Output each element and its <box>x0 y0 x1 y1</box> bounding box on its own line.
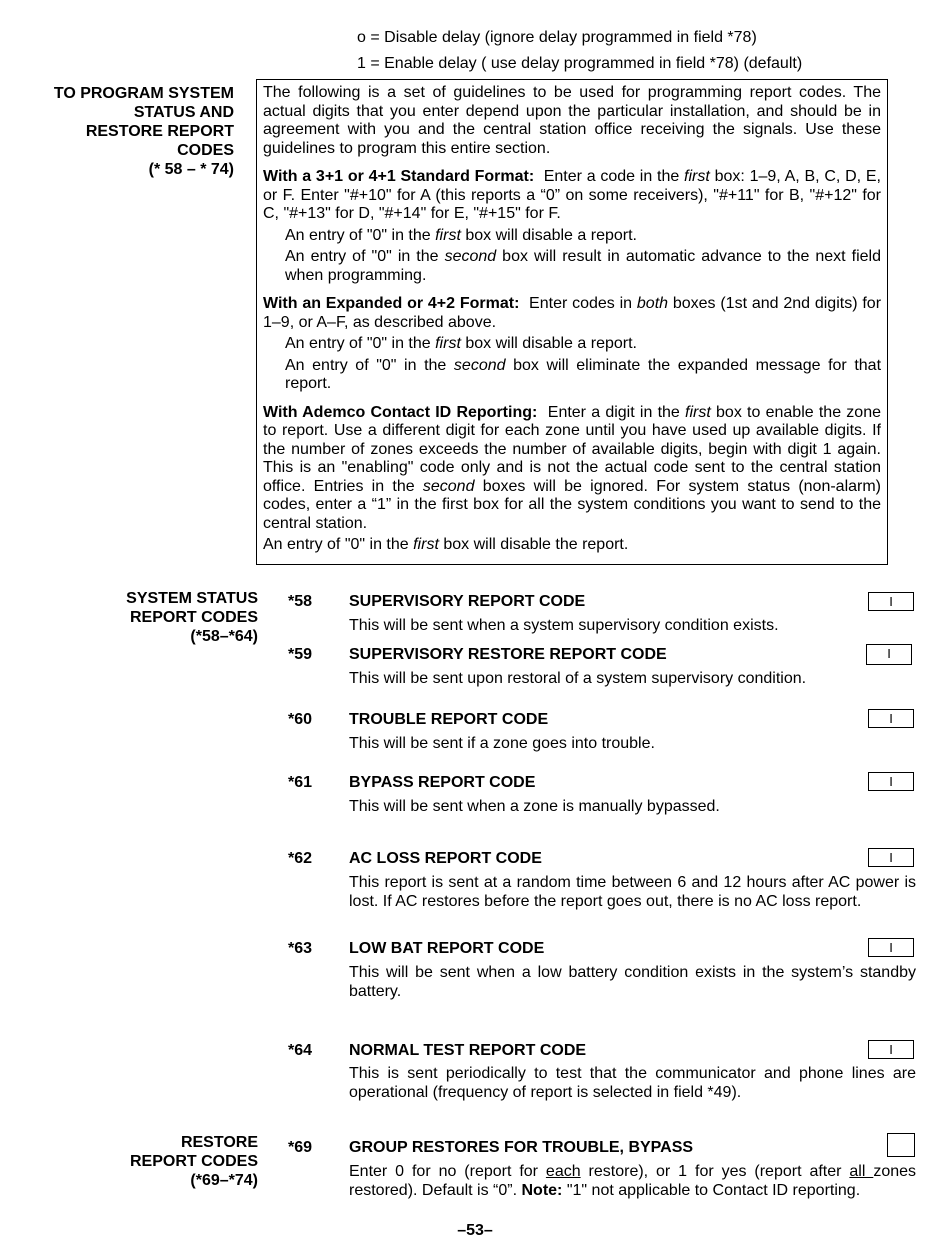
report-code-box[interactable]: I <box>868 592 914 611</box>
field-description: This is sent periodically to test that the communicator and phone lines are operational (frequency of report is selected in field *49). <box>349 1065 916 1101</box>
section-heading-line: REPORT CODES <box>129 1153 258 1170</box>
field-title: NORMAL TEST REPORT CODE <box>349 1042 587 1059</box>
text: zones restored). Default is “0”. <box>349 1163 917 1199</box>
page-number: –53– <box>457 1222 493 1239</box>
report-code-box[interactable]: I <box>868 938 914 957</box>
contact-id-paragraph <box>263 404 881 534</box>
text: restore), or 1 for yes (report after <box>580 1163 850 1180</box>
field-number: *60 <box>288 711 313 728</box>
section-heading-range: (* 58 – * 74) <box>148 161 234 178</box>
field-number: *64 <box>288 1042 313 1059</box>
field-title: BYPASS REPORT CODE <box>349 774 536 791</box>
section-heading-line: TO PROGRAM SYSTEM <box>53 85 234 102</box>
text: box will result in automatic advance to the next field when programming. <box>285 248 881 284</box>
standard-first-box-note <box>285 227 881 246</box>
section-heading-system-status <box>20 589 258 646</box>
text: box will disable a report. <box>460 226 637 244</box>
report-code-box[interactable]: I <box>866 644 912 665</box>
contact-id-final-note <box>263 536 881 555</box>
text: Enter a code in the <box>543 168 685 185</box>
text: "1" not applicable to Contact ID reporting. <box>562 1182 861 1199</box>
section-heading-program <box>20 84 234 179</box>
emphasis: first <box>685 403 711 421</box>
option-disable-delay: o = Disable delay (ignore delay programmed in field *78) <box>357 29 757 46</box>
section-heading-line: RESTORE <box>180 1134 258 1151</box>
text: Enter 0 for no (report for <box>349 1163 546 1180</box>
report-code-box[interactable]: I <box>868 709 914 728</box>
text: Enter a digit in the <box>547 403 686 421</box>
emphasis: first <box>435 335 461 352</box>
emphasis: both <box>636 295 669 312</box>
text: box: 1–9, A, B, C, D, E, or F. Enter "#+10" for A (this reports a “0” on some receivers), "#+11" for B, "#+12" for C, "#+13" for D, "#+14" for E, "#+15" for F. <box>263 168 881 222</box>
guidelines-box <box>256 79 888 565</box>
text: boxes (1st and 2nd digits) for 1–9, or A–F, as described above. <box>263 295 882 331</box>
expanded-format-heading: With an Expanded or 4+2 Format: <box>263 295 520 312</box>
field-number: *59 <box>288 646 313 663</box>
text: An entry of "0" in the <box>285 356 454 374</box>
underlined-text: all <box>849 1163 874 1180</box>
text: box will disable the report. <box>438 536 629 553</box>
report-code-box[interactable]: I <box>868 772 914 791</box>
underlined-text: each <box>545 1163 581 1180</box>
field-description: This will be sent when a zone is manually bypassed. <box>349 798 720 815</box>
emphasis: second <box>422 477 475 495</box>
section-heading-range: (*58–*64) <box>190 628 258 645</box>
text: box will disable a report. <box>460 335 637 352</box>
text: boxes will be ignored. For system status (non-alarm) codes, enter a “1” in the first box for all the system conditions you want to send to the central station. <box>263 477 882 532</box>
standard-second-box-note <box>285 248 881 285</box>
contact-id-heading: With Ademco Contact ID Reporting: <box>263 403 538 421</box>
emphasis: first <box>435 226 461 244</box>
report-code-box[interactable]: I <box>868 848 914 867</box>
expanded-first-box-note <box>285 335 881 354</box>
field-title: LOW BAT REPORT CODE <box>349 940 545 957</box>
field-number: *63 <box>288 940 313 957</box>
field-number: *58 <box>288 593 313 610</box>
note-label: Note: <box>521 1182 563 1199</box>
standard-format-heading: With a 3+1 or 4+1 Standard Format: <box>263 168 535 185</box>
text: An entry of "0" in the <box>285 335 436 352</box>
option-enable-delay: 1 = Enable delay ( use delay programmed in field *78) (default) <box>357 55 803 72</box>
field-title: SUPERVISORY REPORT CODE <box>349 593 586 610</box>
section-heading-line: STATUS AND <box>133 104 234 121</box>
expanded-format-paragraph <box>263 295 881 332</box>
text: box to enable the zone to report. Use a different digit for each zone until you have used up available digits. If the number of zones exceeds the number of available digits, begin with digit 1 again. This is an "enabling" code only and is not the actual code sent to the central station office. Entries in the <box>263 403 882 495</box>
text: An entry of "0" in the <box>285 226 436 244</box>
field-title: SUPERVISORY RESTORE REPORT CODE <box>349 646 667 663</box>
expanded-second-box-note <box>285 357 881 394</box>
section-heading-range: (*69–*74) <box>190 1172 258 1189</box>
emphasis: first <box>684 168 710 185</box>
field-number: *62 <box>288 850 313 867</box>
report-code-box[interactable]: I <box>868 1040 914 1059</box>
field-description: This will be sent when a system supervisory condition exists. <box>349 617 779 634</box>
field-title: AC LOSS REPORT CODE <box>349 850 542 867</box>
text: Enter codes in <box>529 295 637 312</box>
emphasis: first <box>413 536 439 553</box>
field-description: This will be sent upon restoral of a system supervisory condition. <box>349 670 807 687</box>
section-heading-line: CODES <box>177 142 234 159</box>
text: box will eliminate the expanded message for that report. <box>285 356 882 392</box>
field-number: *61 <box>288 774 313 791</box>
section-heading-line: RESTORE REPORT <box>85 123 234 140</box>
section-heading-restore <box>20 1133 258 1190</box>
text: An entry of "0" in the <box>285 248 445 265</box>
emphasis: second <box>444 248 497 265</box>
single-digit-code-box[interactable] <box>887 1133 915 1157</box>
field-description: This will be sent when a low battery condition exists in the system’s standby battery. <box>349 964 916 1000</box>
text: An entry of "0" in the <box>263 536 414 553</box>
field-title: GROUP RESTORES FOR TROUBLE, BYPASS <box>349 1139 694 1156</box>
section-heading-line: REPORT CODES <box>129 609 258 626</box>
field-description: This will be sent if a zone goes into trouble. <box>349 735 655 752</box>
emphasis: second <box>453 356 506 374</box>
field-description <box>349 1162 916 1200</box>
guidelines-intro: The following is a set of guidelines to be used for programming report codes. The actual digits that you enter depend upon the particular installation, and should be in agreement with you and the central station office receiving the signals. Use these guidelines to program this entire section. <box>263 84 881 157</box>
section-heading-line: SYSTEM STATUS <box>126 590 258 607</box>
field-number: *69 <box>288 1139 313 1156</box>
standard-format-paragraph <box>263 168 881 224</box>
field-title: TROUBLE REPORT CODE <box>349 711 549 728</box>
field-description: This report is sent at a random time between 6 and 12 hours after AC power is lost. If AC restores before the report goes out, there is no AC loss report. <box>349 874 916 910</box>
